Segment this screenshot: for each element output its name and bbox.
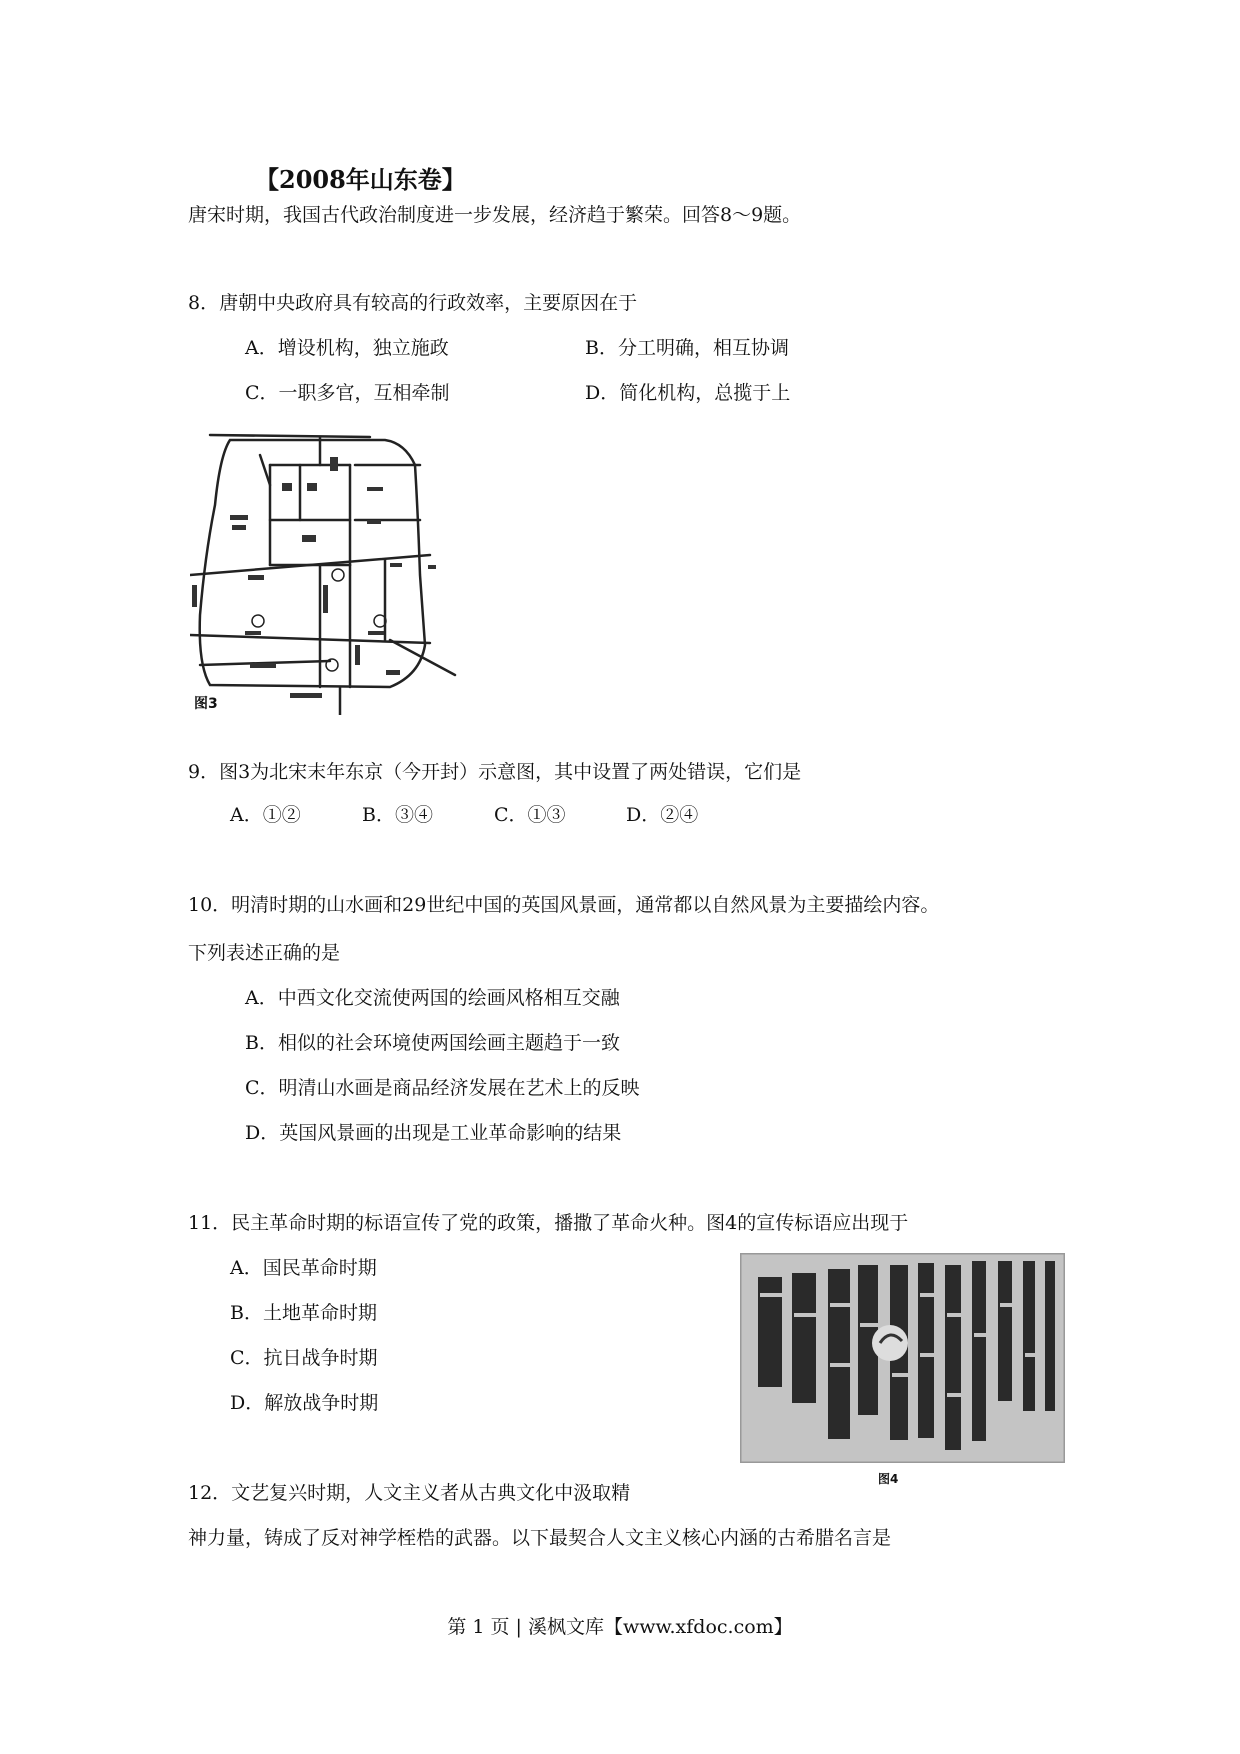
q10-stem-line1: 10．明清时期的山水画和29世纪中国的英国风景画，通常都以自然风景为主要描绘内容。: [188, 894, 940, 916]
intro-text: 唐宋时期，我国古代政治制度进一步发展，经济趋于繁荣。回答8～9题。: [188, 204, 802, 226]
q9-option-d: D．②④: [626, 804, 699, 826]
figure-3-map: [190, 425, 465, 715]
q8-option-a: A．增设机构，独立施政: [245, 337, 449, 359]
q9-option-c: C．①③: [494, 804, 566, 826]
q8-option-d: D．简化机构，总揽于上: [585, 382, 791, 404]
figure-4-caption: 图4: [878, 1472, 899, 1486]
q9-option-a: A．①②: [230, 804, 301, 826]
map-drawing: [190, 425, 465, 715]
q11-stem: 11．民主革命时期的标语宣传了党的政策，播撒了革命火种。图4的宣传标语应出现于: [188, 1212, 909, 1234]
q12-stem-line2: 神力量，铸成了反对神学桎梏的武器。以下最契合人文主义核心内涵的古希腊名言是: [188, 1527, 892, 1549]
q8-option-b: B．分工明确，相互协调: [585, 337, 789, 359]
q8-option-c: C．一职多官，互相牵制: [245, 382, 450, 404]
q11-option-d: D．解放战争时期: [230, 1392, 379, 1414]
q8-stem: 8．唐朝中央政府具有较高的行政效率，主要原因在于: [188, 292, 638, 314]
figure-4-slogan-photo: [740, 1253, 1065, 1463]
q10-option-d: D．英国风景画的出现是工业革命影响的结果: [245, 1122, 622, 1144]
q9-option-b: B．③④: [362, 804, 433, 826]
q11-option-a: A．国民革命时期: [230, 1257, 377, 1279]
slogan-photo-drawing: [740, 1253, 1065, 1463]
page-title: 【2008年山东卷】: [255, 165, 466, 194]
q10-option-a: A．中西文化交流使两国的绘画风格相互交融: [245, 987, 620, 1009]
q10-option-b: B．相似的社会环境使两国绘画主题趋于一致: [245, 1032, 620, 1054]
q9-stem: 9．图3为北宋末年东京（今开封）示意图，其中设置了两处错误，它们是: [188, 761, 802, 783]
figure-3-caption: 图3: [194, 696, 218, 712]
q11-option-b: B．土地革命时期: [230, 1302, 377, 1324]
page-footer: 第 1 页 | 溪枫文库【www.xfdoc.com】: [447, 1616, 793, 1638]
q10-stem-line2: 下列表述正确的是: [188, 942, 341, 964]
q12-stem-line1: 12．文艺复兴时期，人文主义者从古典文化中汲取精: [188, 1482, 631, 1504]
q10-option-c: C．明清山水画是商品经济发展在艺术上的反映: [245, 1077, 640, 1099]
q11-option-c: C．抗日战争时期: [230, 1347, 378, 1369]
